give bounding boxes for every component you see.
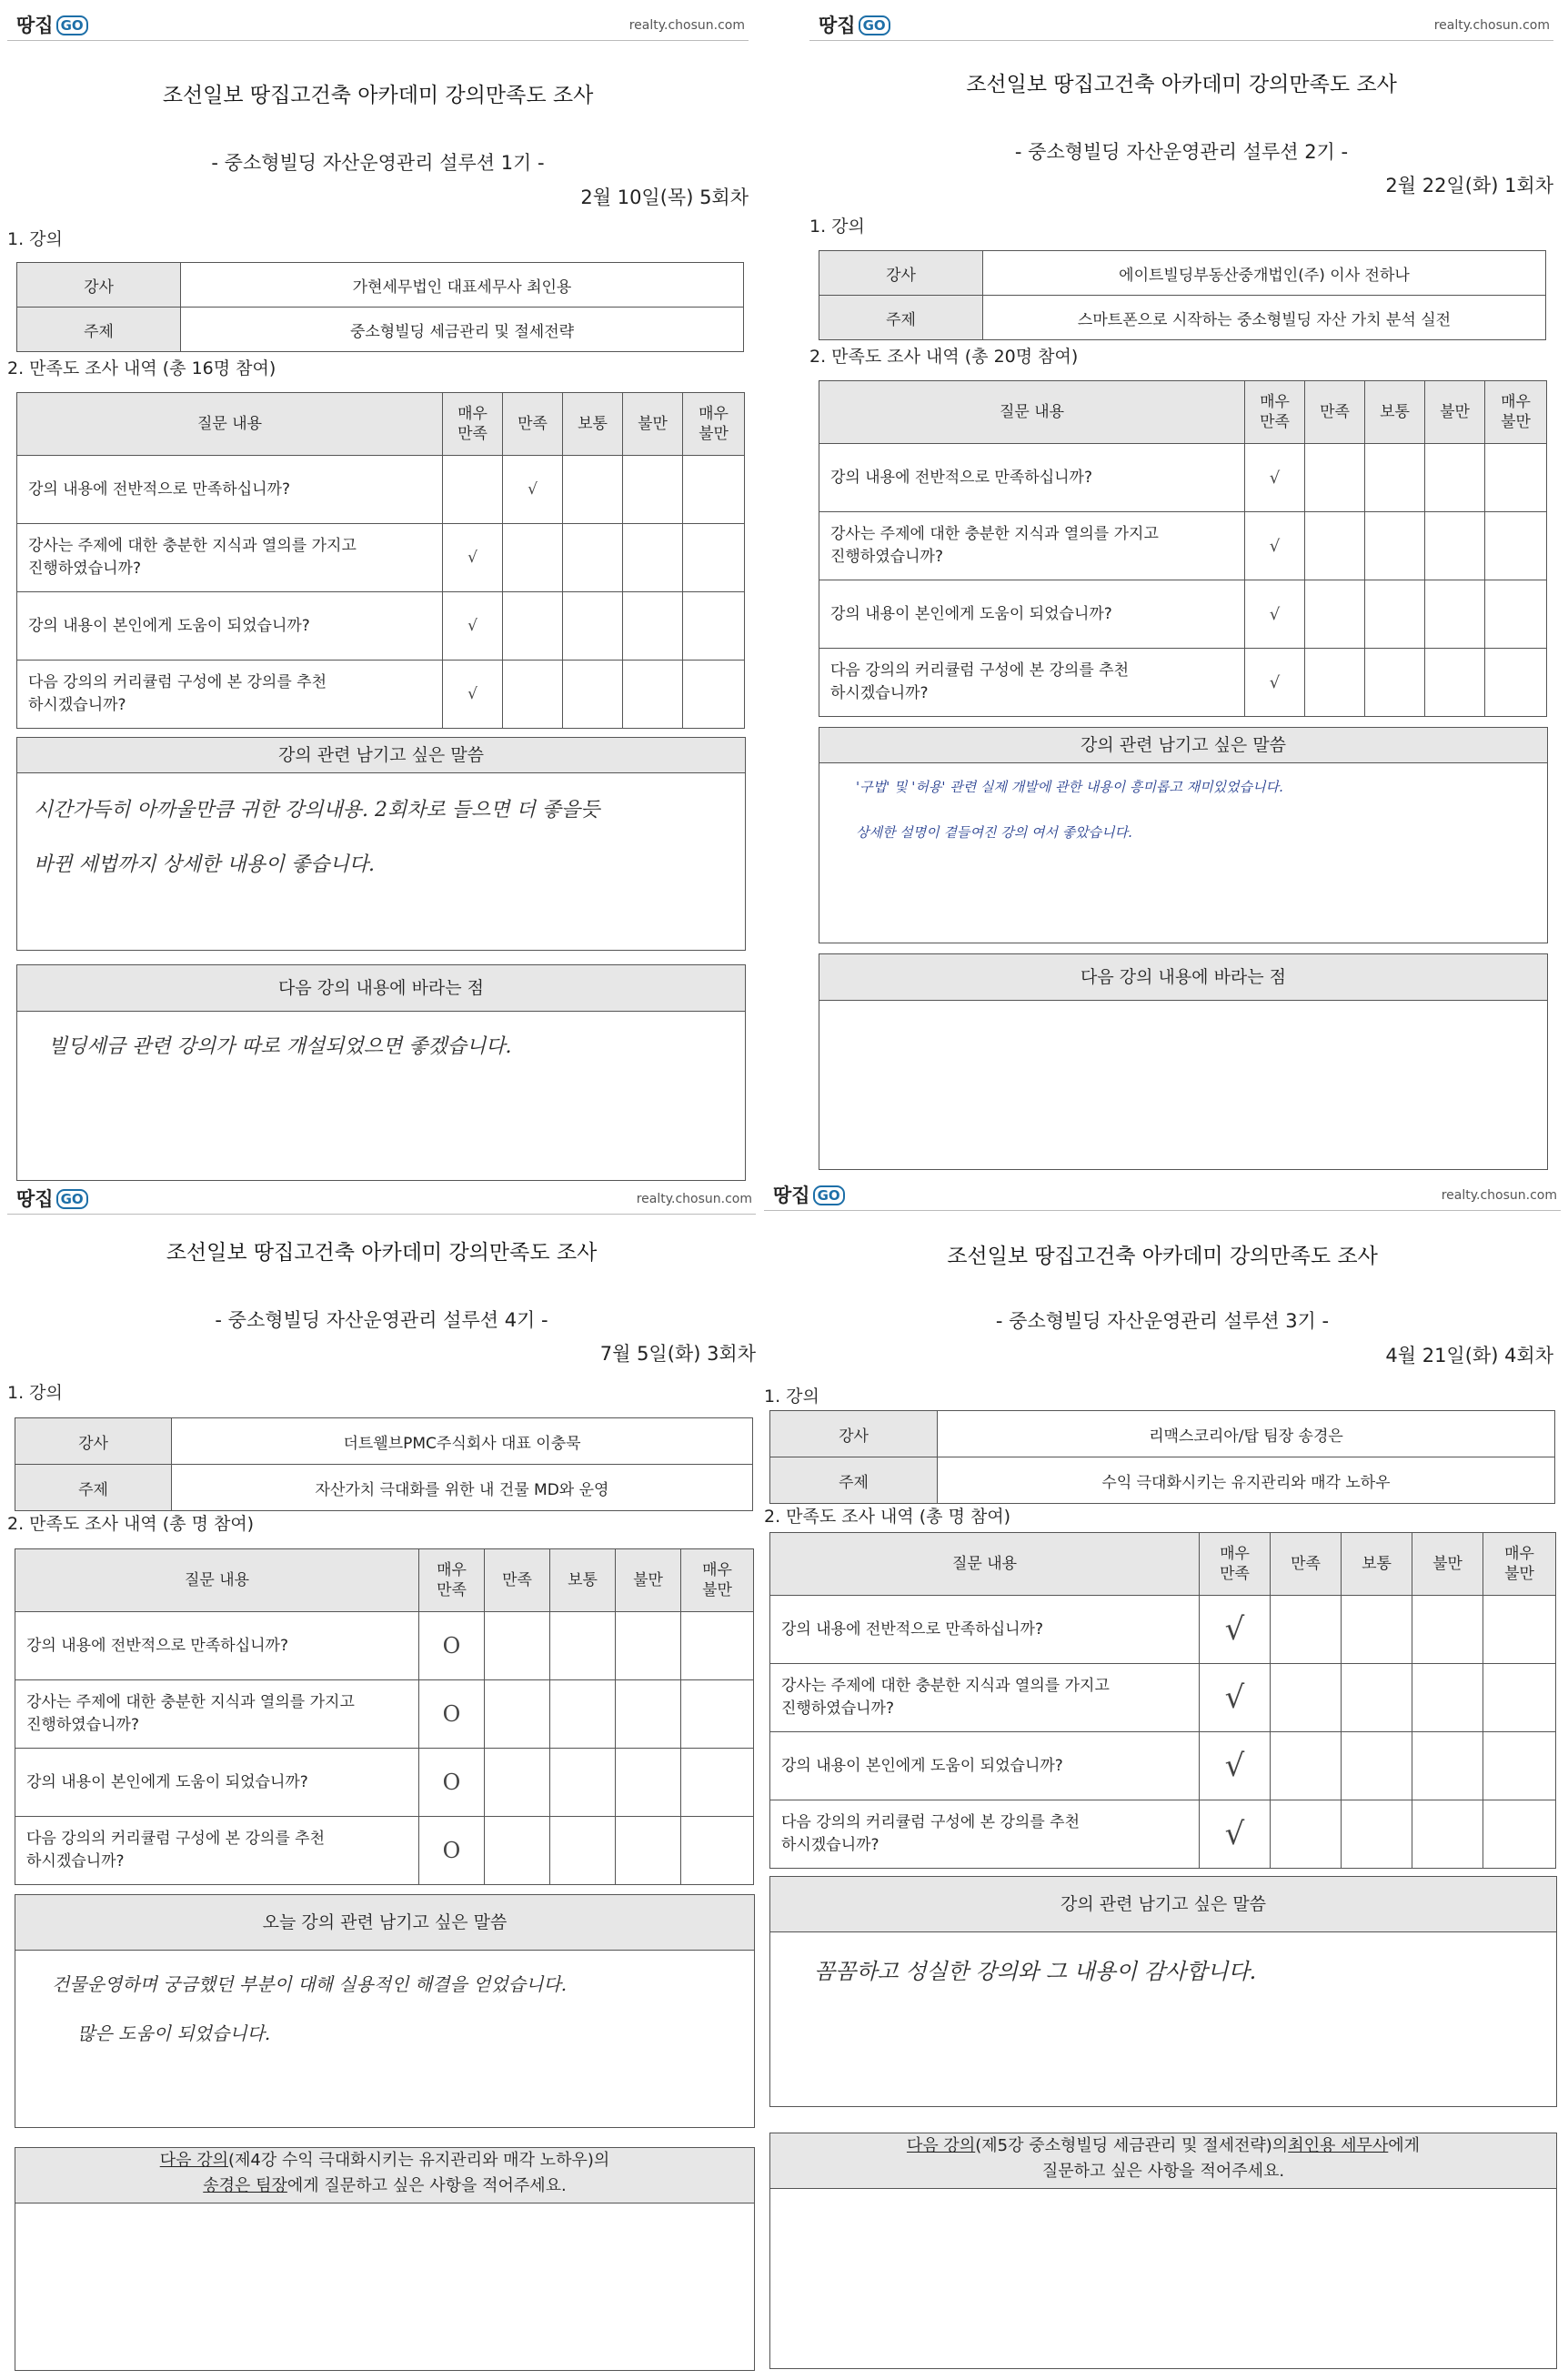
survey-subtitle: - 중소형빌딩 자산운영관리 설루션 2기 - bbox=[1014, 141, 1349, 163]
survey-subtitle: - 중소형빌딩 자산운영관리 설루션 3기 - bbox=[995, 1310, 1330, 1332]
satisfaction-table bbox=[15, 1548, 754, 1885]
next-lecturer-name: 송경은 팀장 bbox=[203, 2176, 287, 2195]
next-lecture-title: (제4강 수익 극대화시키는 유지관리와 매각 노하우)의 bbox=[228, 2151, 610, 2170]
sheet-header bbox=[809, 7, 1553, 41]
answer-cell bbox=[1342, 1664, 1412, 1732]
topic-value: 수익 극대화시키는 유지관리와 매각 노하우 bbox=[938, 1457, 1555, 1504]
question-row bbox=[15, 1749, 754, 1817]
answer-cell: O bbox=[419, 1749, 485, 1817]
answer-cell bbox=[1305, 649, 1365, 717]
comments-heading: 강의 관련 남기고 싶은 말씀 bbox=[17, 738, 745, 773]
answer-cell bbox=[1485, 580, 1547, 649]
answer-cell bbox=[683, 524, 745, 592]
topic-row bbox=[15, 1465, 753, 1511]
next-lecture-label: 다음 강의 bbox=[159, 2151, 228, 2170]
answer-cell bbox=[1365, 512, 1425, 580]
answer-cell bbox=[623, 592, 683, 661]
col-satisfied: 만족 bbox=[503, 393, 563, 456]
handwritten-wish: 빌딩세금 관련 강의가 따로 개설되었으면 좋겠습니다. bbox=[48, 1035, 512, 1058]
topic-label: 주제 bbox=[770, 1457, 938, 1504]
next-lecture-question-box bbox=[15, 2147, 755, 2371]
instructor-row bbox=[819, 251, 1546, 296]
handwritten-comment: 꼼꼼하고 성실한 강의와 그 내용이 감사합니다. bbox=[814, 1959, 1257, 1984]
instructor-value: 리맥스코리아/탑 팀장 송경은 bbox=[938, 1411, 1555, 1457]
question-text: 강의 내용에 전반적으로 만족하십니까? bbox=[15, 1612, 419, 1680]
comments-heading: 오늘 강의 관련 남기고 싶은 말씀 bbox=[15, 1895, 754, 1951]
comments-heading: 강의 관련 남기고 싶은 말씀 bbox=[819, 728, 1547, 763]
answer-cell bbox=[1483, 1596, 1556, 1664]
site-url: realty.chosun.com bbox=[1433, 18, 1550, 33]
col-question: 질문 내용 bbox=[15, 1549, 419, 1612]
instructor-label: 강사 bbox=[15, 1418, 172, 1465]
answer-cell bbox=[1365, 580, 1425, 649]
brand-logo: 땅집 GO bbox=[819, 11, 890, 38]
question-row bbox=[770, 1664, 1556, 1732]
section-lecture-heading: 1. 강의 bbox=[7, 229, 63, 249]
col-question: 질문 내용 bbox=[819, 381, 1245, 444]
topic-value: 중소형빌딩 세금관리 및 절세전략 bbox=[181, 308, 744, 352]
site-url: realty.chosun.com bbox=[636, 1192, 752, 1206]
comments-box bbox=[769, 1876, 1557, 2107]
comments-box bbox=[15, 1894, 755, 2128]
lecture-info-table bbox=[16, 262, 744, 352]
answer-cell: O bbox=[419, 1680, 485, 1749]
answer-cell bbox=[616, 1680, 681, 1749]
answer-cell bbox=[1365, 444, 1425, 512]
lecture-date: 2월 22일(화) 1회차 bbox=[1385, 175, 1553, 197]
topic-value: 자산가치 극대화를 위한 내 건물 MD와 운영 bbox=[172, 1465, 753, 1511]
answer-cell bbox=[563, 456, 623, 524]
lecture-info-table bbox=[15, 1417, 753, 1511]
answer-cell bbox=[1271, 1800, 1342, 1869]
comments-box bbox=[819, 727, 1548, 943]
survey-title: 조선일보 땅집고건축 아카데미 강의만족도 조사 bbox=[947, 1245, 1378, 1268]
question-row bbox=[17, 456, 745, 524]
col-normal: 보통 bbox=[1342, 1533, 1412, 1596]
answer-cell bbox=[485, 1680, 550, 1749]
wishes-heading: 다음 강의 내용에 바라는 점 bbox=[17, 965, 745, 1012]
satisfaction-table bbox=[16, 392, 745, 729]
topic-value: 스마트폰으로 시작하는 중소형빌딩 자산 가치 분석 실전 bbox=[983, 296, 1546, 340]
answer-cell bbox=[1342, 1596, 1412, 1664]
next-lecture-title: (제5강 중소형빌딩 세금관리 및 절세전략)의 bbox=[975, 2136, 1289, 2155]
answer-cell: √ bbox=[1245, 580, 1305, 649]
lecture-info-table bbox=[819, 250, 1546, 340]
answer-cell bbox=[1425, 580, 1485, 649]
answer-cell bbox=[616, 1612, 681, 1680]
answer-cell bbox=[550, 1680, 616, 1749]
col-question: 질문 내용 bbox=[770, 1533, 1200, 1596]
instructor-row bbox=[17, 263, 744, 308]
answer-cell bbox=[683, 592, 745, 661]
logo-mark: GO bbox=[56, 15, 88, 35]
comments-heading: 강의 관련 남기고 싶은 말씀 bbox=[770, 1877, 1556, 1932]
survey-title: 조선일보 땅집고건축 아카데미 강의만족도 조사 bbox=[966, 73, 1397, 96]
topic-row bbox=[770, 1457, 1555, 1504]
question-text: 강사는 주제에 대한 충분한 지식과 열의를 가지고 진행하였습니까? bbox=[17, 524, 443, 592]
answer-cell: √ bbox=[1245, 444, 1305, 512]
topic-label: 주제 bbox=[15, 1465, 172, 1511]
wishes-box bbox=[16, 964, 746, 1181]
col-very-unsatisfied: 매우 불만 bbox=[1483, 1533, 1556, 1596]
col-unsatisfied: 불만 bbox=[1412, 1533, 1483, 1596]
col-very-unsatisfied: 매우 불만 bbox=[683, 393, 745, 456]
answer-cell bbox=[550, 1612, 616, 1680]
col-very-unsatisfied: 매우 불만 bbox=[1485, 381, 1547, 444]
answer-cell: √ bbox=[1200, 1664, 1271, 1732]
question-row bbox=[819, 512, 1547, 580]
handwritten-comment: 바뀐 세법까지 상세한 내용이 좋습니다. bbox=[34, 853, 375, 876]
answer-cell bbox=[1271, 1596, 1342, 1664]
handwritten-comment: '구법' 및 '허용' 관련 실제 개발에 관한 내용이 흥미롭고 재미있었습니다. bbox=[856, 779, 1283, 795]
answer-cell bbox=[1425, 649, 1485, 717]
answer-cell bbox=[1342, 1732, 1412, 1800]
answer-cell: √ bbox=[1245, 512, 1305, 580]
survey-sheet-1 bbox=[7, 7, 749, 1183]
sheet-header bbox=[7, 7, 749, 41]
answer-cell bbox=[681, 1749, 754, 1817]
answer-cell: √ bbox=[443, 661, 503, 729]
next-lecture-label: 다음 강의 bbox=[906, 2136, 976, 2155]
col-satisfied: 만족 bbox=[1271, 1533, 1342, 1596]
survey-sheet-3 bbox=[7, 1181, 756, 2373]
col-unsatisfied: 불만 bbox=[623, 393, 683, 456]
next-lecturer-name: 최인용 세무사 bbox=[1288, 2136, 1389, 2155]
sheet-header bbox=[7, 1181, 756, 1215]
topic-label: 주제 bbox=[17, 308, 181, 352]
section-survey-heading: 2. 만족도 조사 내역 (총 명 참여) bbox=[764, 1507, 1011, 1527]
answer-cell bbox=[443, 456, 503, 524]
comments-box bbox=[16, 737, 746, 951]
answer-cell bbox=[563, 524, 623, 592]
answer-cell bbox=[1485, 444, 1547, 512]
handwritten-comment: 건물운영하며 궁금했던 부분이 대해 실용적인 해결을 얻었습니다. bbox=[52, 1973, 568, 1995]
question-text: 강의 내용에 전반적으로 만족하십니까? bbox=[770, 1596, 1200, 1664]
col-unsatisfied: 불만 bbox=[1425, 381, 1485, 444]
survey-sheet-4 bbox=[764, 1177, 1561, 2375]
answer-cell bbox=[623, 524, 683, 592]
answer-cell bbox=[550, 1749, 616, 1817]
answer-cell bbox=[1342, 1800, 1412, 1869]
question-row bbox=[15, 1680, 754, 1749]
col-normal: 보통 bbox=[563, 393, 623, 456]
question-row bbox=[770, 1800, 1556, 1869]
brand-logo: 땅집 GO bbox=[773, 1181, 845, 1208]
col-satisfied: 만족 bbox=[1305, 381, 1365, 444]
answer-cell: √ bbox=[443, 592, 503, 661]
logo-mark: GO bbox=[859, 15, 890, 35]
answer-cell bbox=[681, 1612, 754, 1680]
survey-sheet-2 bbox=[809, 7, 1553, 1174]
answer-cell bbox=[623, 456, 683, 524]
handwritten-comment: 상세한 설명이 곁들여진 강의 여서 좋았습니다. bbox=[856, 824, 1132, 841]
answer-cell bbox=[485, 1749, 550, 1817]
question-row bbox=[17, 661, 745, 729]
answer-cell bbox=[683, 456, 745, 524]
topic-row bbox=[819, 296, 1546, 340]
answer-cell bbox=[683, 661, 745, 729]
answer-cell bbox=[616, 1817, 681, 1885]
survey-subtitle: - 중소형빌딩 자산운영관리 설루션 1기 - bbox=[211, 152, 545, 174]
answer-cell bbox=[616, 1749, 681, 1817]
question-row bbox=[17, 592, 745, 661]
question-text: 강의 내용이 본인에게 도움이 되었습니까? bbox=[17, 592, 443, 661]
question-text: 강사는 주제에 대한 충분한 지식과 열의를 가지고 진행하였습니까? bbox=[819, 512, 1245, 580]
answer-cell bbox=[485, 1612, 550, 1680]
section-survey-heading: 2. 만족도 조사 내역 (총 20명 참여) bbox=[809, 347, 1079, 367]
answer-cell: √ bbox=[1245, 649, 1305, 717]
lecture-date: 2월 10일(목) 5회차 bbox=[580, 187, 749, 208]
question-text: 다음 강의의 커리큘럼 구성에 본 강의를 추천 하시겠습니까? bbox=[15, 1817, 419, 1885]
answer-cell: O bbox=[419, 1612, 485, 1680]
answer-cell bbox=[1412, 1664, 1483, 1732]
next-lecture-question-heading bbox=[15, 2148, 754, 2204]
answer-cell bbox=[623, 661, 683, 729]
section-lecture-heading: 1. 강의 bbox=[764, 1387, 819, 1407]
answer-cell bbox=[503, 661, 563, 729]
col-unsatisfied: 불만 bbox=[616, 1549, 681, 1612]
answer-cell bbox=[681, 1817, 754, 1885]
answer-cell bbox=[485, 1817, 550, 1885]
question-row bbox=[819, 580, 1547, 649]
answer-cell bbox=[1483, 1664, 1556, 1732]
instructor-label: 강사 bbox=[819, 251, 983, 296]
brand-logo: 땅집 GO bbox=[16, 1185, 88, 1212]
answer-cell bbox=[563, 592, 623, 661]
next-lecture-prompt: 에게 질문하고 싶은 사항을 적어주세요. bbox=[286, 2176, 567, 2195]
col-very-satisfied: 매우 만족 bbox=[443, 393, 503, 456]
survey-title: 조선일보 땅집고건축 아카데미 강의만족도 조사 bbox=[166, 1241, 598, 1265]
question-text: 강사는 주제에 대한 충분한 지식과 열의를 가지고 진행하였습니까? bbox=[15, 1680, 419, 1749]
col-normal: 보통 bbox=[550, 1549, 616, 1612]
lecture-date: 4월 21일(화) 4회차 bbox=[1385, 1345, 1553, 1366]
sheet-header bbox=[764, 1177, 1561, 1211]
col-very-satisfied: 매우 만족 bbox=[1200, 1533, 1271, 1596]
site-url: realty.chosun.com bbox=[1441, 1188, 1557, 1203]
table-header-row bbox=[17, 393, 745, 456]
section-lecture-heading: 1. 강의 bbox=[7, 1383, 63, 1403]
survey-subtitle: - 중소형빌딩 자산운영관리 설루션 4기 - bbox=[215, 1309, 548, 1331]
answer-cell: √ bbox=[503, 456, 563, 524]
instructor-row bbox=[15, 1418, 753, 1465]
col-very-unsatisfied: 매우 불만 bbox=[681, 1549, 754, 1612]
answer-cell: √ bbox=[1200, 1596, 1271, 1664]
question-text: 다음 강의의 커리큘럼 구성에 본 강의를 추천 하시겠습니까? bbox=[770, 1800, 1200, 1869]
col-question: 질문 내용 bbox=[17, 393, 443, 456]
instructor-value: 더트웰브PMC주식회사 대표 이충묵 bbox=[172, 1418, 753, 1465]
instructor-label: 강사 bbox=[17, 263, 181, 308]
logo-mark: GO bbox=[56, 1189, 88, 1209]
table-header-row bbox=[770, 1533, 1556, 1596]
lecture-info-table bbox=[769, 1410, 1555, 1504]
answer-cell bbox=[681, 1680, 754, 1749]
wishes-heading: 다음 강의 내용에 바라는 점 bbox=[819, 954, 1547, 1001]
instructor-label: 강사 bbox=[770, 1411, 938, 1457]
handwritten-comment: 시간가득히 아까울만큼 귀한 강의내용. 2회차로 들으면 더 좋을듯 bbox=[34, 799, 600, 822]
answer-cell bbox=[503, 592, 563, 661]
question-row bbox=[15, 1612, 754, 1680]
brand-logo: 땅집 GO bbox=[16, 11, 88, 38]
satisfaction-table bbox=[819, 380, 1547, 717]
answer-cell: √ bbox=[1200, 1800, 1271, 1869]
wishes-box bbox=[819, 953, 1548, 1170]
col-very-satisfied: 매우 만족 bbox=[1245, 381, 1305, 444]
answer-cell: O bbox=[419, 1817, 485, 1885]
question-text: 강의 내용에 전반적으로 만족하십니까? bbox=[819, 444, 1245, 512]
topic-row bbox=[17, 308, 744, 352]
next-lecture-prompt: 질문하고 싶은 사항을 적어주세요. bbox=[1041, 2162, 1285, 2181]
instructor-value: 에이트빌딩부동산중개법인(주) 이사 전하나 bbox=[983, 251, 1546, 296]
question-text: 강사는 주제에 대한 충분한 지식과 열의를 가지고 진행하였습니까? bbox=[770, 1664, 1200, 1732]
question-text: 강의 내용에 전반적으로 만족하십니까? bbox=[17, 456, 443, 524]
answer-cell bbox=[1483, 1800, 1556, 1869]
answer-cell bbox=[550, 1817, 616, 1885]
answer-cell bbox=[503, 524, 563, 592]
answer-cell bbox=[1271, 1664, 1342, 1732]
question-row bbox=[17, 524, 745, 592]
next-lecture-question-heading bbox=[770, 2133, 1556, 2189]
answer-cell bbox=[1412, 1732, 1483, 1800]
answer-cell bbox=[1485, 649, 1547, 717]
answer-cell: √ bbox=[1200, 1732, 1271, 1800]
site-url: realty.chosun.com bbox=[628, 18, 745, 33]
answer-cell bbox=[1425, 444, 1485, 512]
question-text: 다음 강의의 커리큘럼 구성에 본 강의를 추천 하시겠습니까? bbox=[819, 649, 1245, 717]
logo-mark: GO bbox=[813, 1185, 845, 1205]
section-survey-heading: 2. 만족도 조사 내역 (총 16명 참여) bbox=[7, 358, 276, 378]
table-header-row bbox=[819, 381, 1547, 444]
answer-cell: √ bbox=[443, 524, 503, 592]
col-satisfied: 만족 bbox=[485, 1549, 550, 1612]
question-row bbox=[770, 1732, 1556, 1800]
question-text: 강의 내용이 본인에게 도움이 되었습니까? bbox=[770, 1732, 1200, 1800]
section-survey-heading: 2. 만족도 조사 내역 (총 명 참여) bbox=[7, 1514, 255, 1534]
answer-cell bbox=[1365, 649, 1425, 717]
question-row bbox=[819, 444, 1547, 512]
next-lecture-question-box bbox=[769, 2133, 1557, 2369]
answer-cell bbox=[1425, 512, 1485, 580]
question-row bbox=[770, 1596, 1556, 1664]
survey-title: 조선일보 땅집고건축 아카데미 강의만족도 조사 bbox=[162, 84, 594, 107]
answer-cell bbox=[1412, 1800, 1483, 1869]
section-lecture-heading: 1. 강의 bbox=[809, 217, 865, 237]
col-normal: 보통 bbox=[1365, 381, 1425, 444]
instructor-row bbox=[770, 1411, 1555, 1457]
answer-cell bbox=[1485, 512, 1547, 580]
answer-cell bbox=[1412, 1596, 1483, 1664]
topic-label: 주제 bbox=[819, 296, 983, 340]
answer-cell bbox=[1305, 580, 1365, 649]
answer-cell bbox=[563, 661, 623, 729]
question-row bbox=[819, 649, 1547, 717]
answer-cell bbox=[1271, 1732, 1342, 1800]
answer-cell bbox=[1305, 444, 1365, 512]
question-text: 강의 내용이 본인에게 도움이 되었습니까? bbox=[15, 1749, 419, 1817]
question-row bbox=[15, 1817, 754, 1885]
lecture-date: 7월 5일(화) 3회차 bbox=[599, 1343, 756, 1365]
question-text: 강의 내용이 본인에게 도움이 되었습니까? bbox=[819, 580, 1245, 649]
question-text: 다음 강의의 커리큘럼 구성에 본 강의를 추천 하시겠습니까? bbox=[17, 661, 443, 729]
answer-cell bbox=[1483, 1732, 1556, 1800]
answer-cell bbox=[1305, 512, 1365, 580]
satisfaction-table bbox=[769, 1532, 1556, 1869]
instructor-value: 가현세무법인 대표세무사 최인용 bbox=[181, 263, 744, 308]
col-very-satisfied: 매우 만족 bbox=[419, 1549, 485, 1612]
next-lecture-suffix: 에게 bbox=[1388, 2136, 1421, 2155]
table-header-row bbox=[15, 1549, 754, 1612]
handwritten-comment: 많은 도움이 되었습니다. bbox=[77, 2022, 271, 2044]
